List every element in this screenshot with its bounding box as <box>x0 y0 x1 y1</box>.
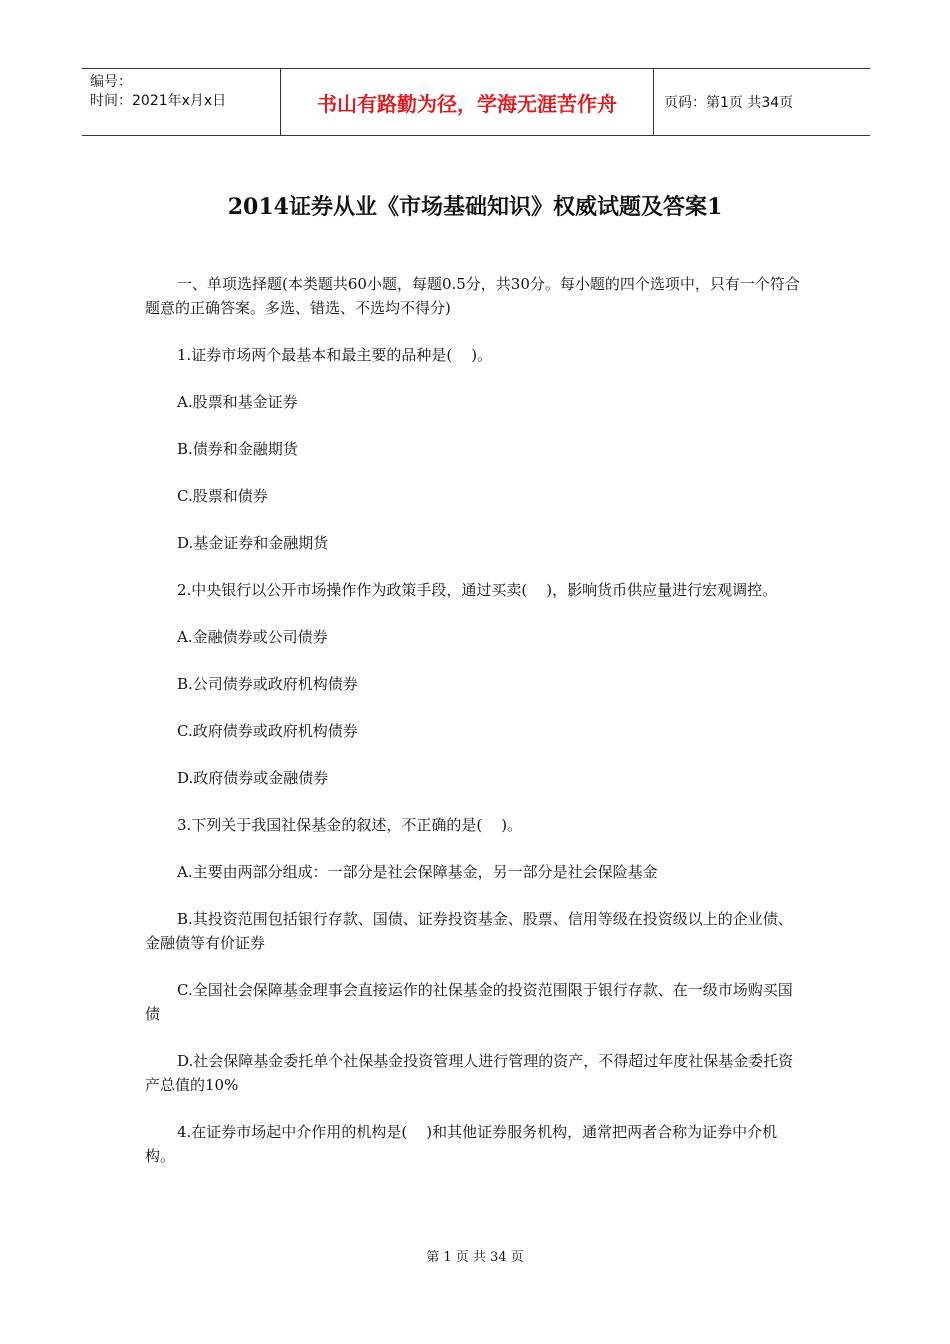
question-2-option-d: D.政府债券或金融债券 <box>177 769 329 787</box>
header-info-cell <box>82 69 281 135</box>
page-footer: 第 1 页 共 34 页 <box>426 1250 524 1265</box>
document-number-label: 编号： <box>90 74 132 90</box>
document-body <box>145 272 805 1191</box>
question-4: 4.在证券市场起中介作用的机构是( )和其他证券服务机构，通常把两者合称为证券中介机构。 <box>145 1123 778 1165</box>
question-3-option-c: C.全国社会保障基金理事会直接运作的社保基金的投资范围限于银行存款、在一级市场购买国债 <box>145 981 793 1023</box>
question-2-option-a: A.金融债券或公司债券 <box>177 628 328 646</box>
header-table <box>82 68 870 136</box>
question-3-option-b: B.其投资范围包括银行存款、国债、证券投资基金、股票、信用等级在投资级以上的企业债、金融债等有价证券 <box>145 910 793 952</box>
header-motto: 书山有路勤为径，学海无涯苦作舟 <box>281 69 654 135</box>
question-3-option-d: D.社会保障基金委托单个社保基金投资管理人进行管理的资产，不得超过年度社保基金委托资产总值的10% <box>145 1052 794 1094</box>
question-2-option-c: C.政府债券或政府机构债券 <box>177 722 358 740</box>
section-instruction: 一、单项选择题(本类题共60小题，每题0.5分，共30分。每小题的四个选项中，只有一个符合题意的正确答案。多选、错选、不选均不得分) <box>145 275 800 317</box>
header-page-info: 页码：第1页 共34页 <box>664 95 794 111</box>
question-3-option-a: A.主要由两部分组成：一部分是社会保障基金，另一部分是社会保险基金 <box>177 863 658 881</box>
question-1-option-a: A.股票和基金证券 <box>177 393 298 411</box>
document-title: 2014证券从业《市场基础知识》权威试题及答案1 <box>227 194 723 220</box>
question-2: 2.中央银行以公开市场操作作为政策手段，通过买卖( )，影响货币供应量进行宏观调控。 <box>177 581 778 599</box>
document-time-label: 时间：2021年x月x日 <box>90 93 227 109</box>
question-1: 1.证券市场两个最基本和最主要的品种是( )。 <box>177 346 493 364</box>
question-2-option-b: B.公司债券或政府机构债券 <box>177 675 358 693</box>
question-3: 3.下列关于我国社保基金的叙述，不正确的是( )。 <box>177 816 523 834</box>
question-1-option-b: B.债券和金融期货 <box>177 440 298 458</box>
question-1-option-d: D.基金证券和金融期货 <box>177 534 329 552</box>
question-1-option-c: C.股票和债券 <box>177 487 268 505</box>
